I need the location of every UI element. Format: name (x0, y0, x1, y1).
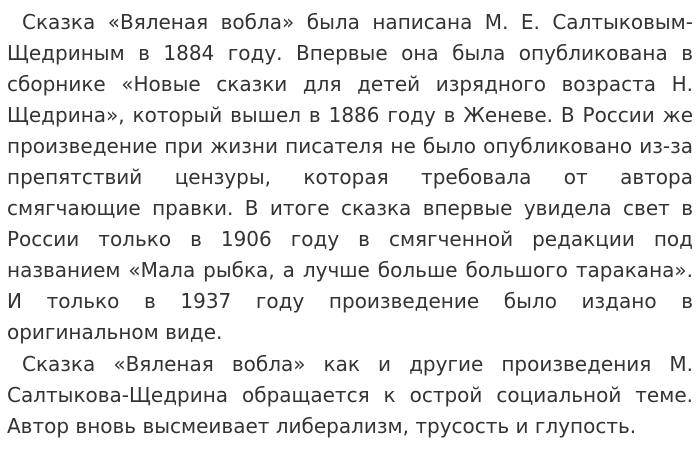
article-text (7, 7, 693, 443)
paragraph-history: Сказка «Вяленая вобла» была написана М. Е. Салтыковым-Щедриным в 1884 году. Впервые она была опубликована в сборнике «Новые сказки для детей изрядного возраста Н. Щедрина», который вышел в 1886 году в Женеве. В России же произведение при жизни писателя не было опубликовано из-за препятствий цензуры, которая требовала от автора смягчающие правки. В итоге сказка впервые увидела свет в России только в 1906 году в смягченной редакции под названием «Мала рыбка, а лучше больше большого таракана». И только в 1937 году произведение было издано в оригинальном виде. (7, 10, 693, 344)
paragraph-theme: Сказка «Вяленая вобла» как и другие произведения М. Салтыкова-Щедрина обращается к острой социальной теме. Автор вновь высмеивает либерализм, трусость и глупость. (7, 352, 693, 438)
